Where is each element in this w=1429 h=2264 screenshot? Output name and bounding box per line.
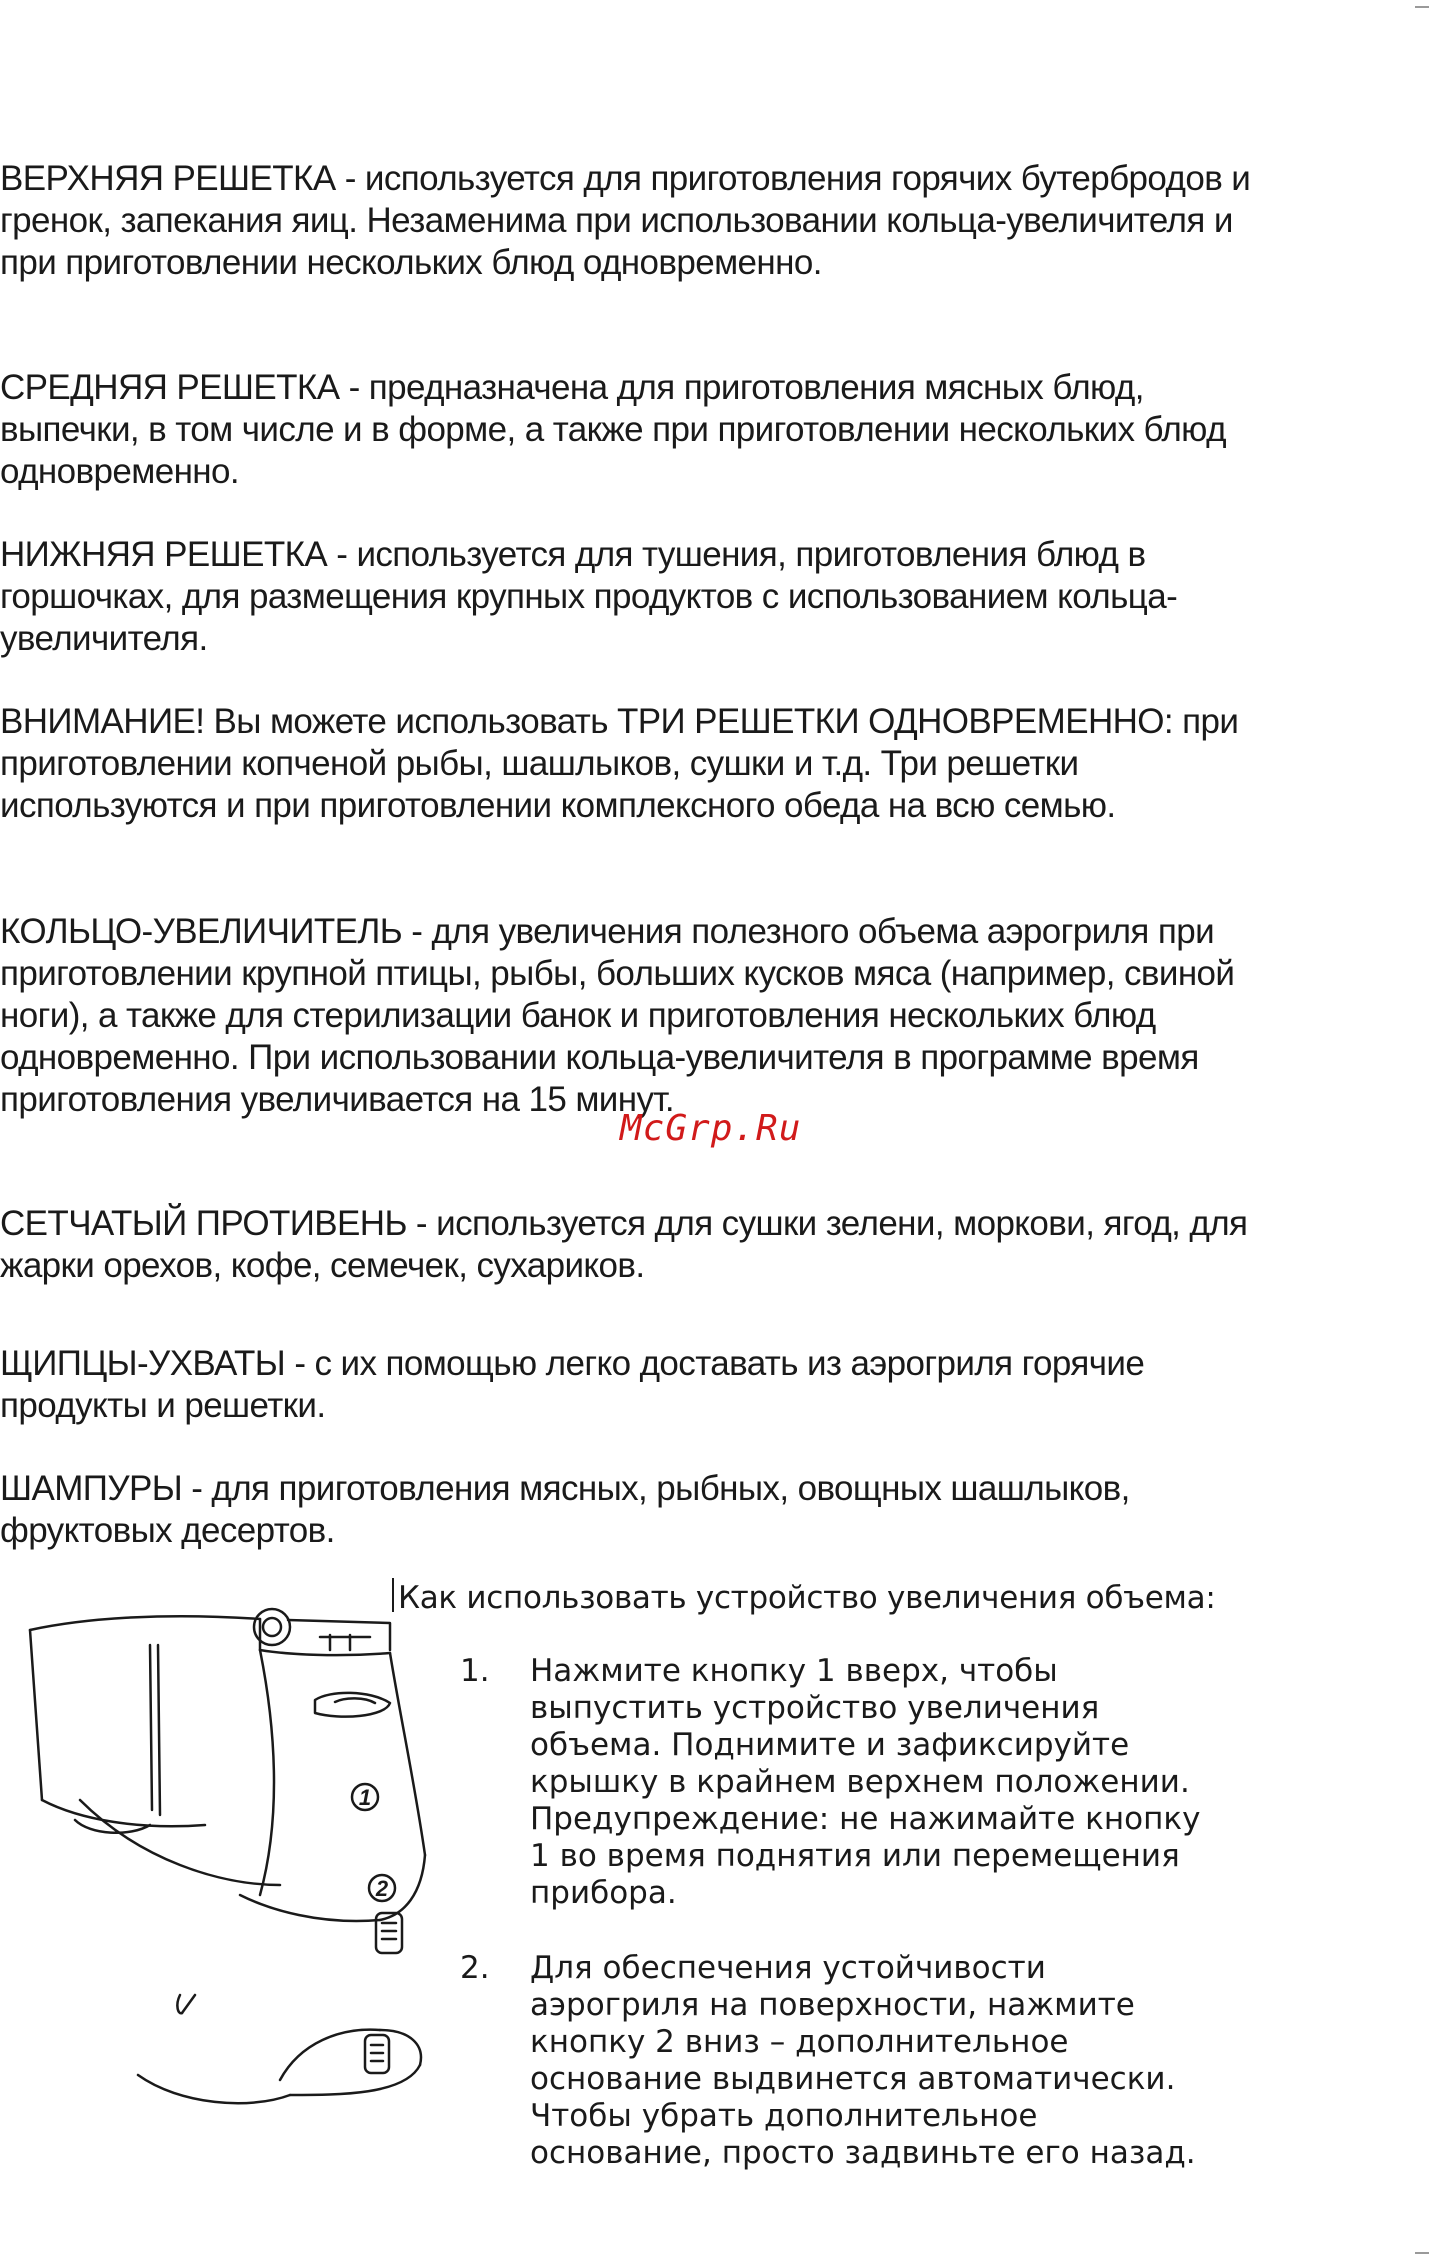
desc-extender-ring: - для увеличения полезного объема аэрогриля при приготовлении крупной птицы, рыбы, больших кусков мяса (например, свиной ноги), а также для стерилизации банок и приготовления нескольких блюд одновременно. При использовании кольца-увеличителя в программе время приготовления увеличивается на 15 минут.	[0, 912, 1235, 1119]
step-number: 1.	[460, 1653, 490, 1689]
airgrill-illustration	[20, 1575, 430, 2115]
term-middle-rack: СРЕДНЯЯ РЕШЕТКА	[0, 368, 340, 407]
step-text: Для обеспечения устойчивости аэрогриля на поверхности, нажмите кнопку 2 вниз – дополнительное основание выдвинется автоматически. Чтобы убрать дополнительное основание, просто задвиньте его назад.	[530, 1950, 1196, 2171]
step-number: 2.	[460, 1950, 490, 1986]
page-edge-mark	[1415, 6, 1429, 8]
term-tongs: ЩИПЦЫ-УХВАТЫ	[0, 1344, 286, 1383]
term-attention: ВНИМАНИЕ!	[0, 702, 205, 741]
howto-step-1	[460, 1653, 1220, 1913]
paragraph-attention	[0, 701, 1290, 827]
howto-step-2	[460, 1950, 1220, 2190]
paragraph-upper-rack	[0, 158, 1290, 284]
step-text: Нажмите кнопку 1 вверх, чтобы выпустить устройство увеличения объема. Поднимите и зафиксируйте крышку в крайнем верхнем положении. Предупреждение: не нажимайте кнопку 1 во время поднятия или перемещения прибора.	[530, 1653, 1201, 1911]
desc-upper-rack: - используется для приготовления горячих бутербродов и гренок, запекания яиц. Незаменима при использовании кольца-увеличителя и при приготовлении нескольких блюд одновременно.	[0, 159, 1251, 282]
desc-mesh-tray: - используется для сушки зелени, моркови, ягод, для жарки орехов, кофе, семечек, сухариков.	[0, 1204, 1248, 1285]
button-2-label: 2	[375, 1876, 389, 1901]
desc-tongs: - с их помощью легко доставать из аэрогриля горячие продукты и решетки.	[0, 1344, 1145, 1425]
term-lower-rack: НИЖНЯЯ РЕШЕТКА	[0, 535, 328, 574]
paragraph-mesh-tray	[0, 1203, 1290, 1287]
term-upper-rack: ВЕРХНЯЯ РЕШЕТКА	[0, 159, 336, 198]
howto-title: Как использовать устройство увеличения объема:	[398, 1580, 1216, 1616]
paragraph-tongs	[0, 1343, 1290, 1427]
paragraph-skewers	[0, 1468, 1290, 1552]
button-1-label: 1	[358, 1785, 372, 1810]
paragraph-lower-rack	[0, 534, 1290, 660]
desc-middle-rack: - предназначена для приготовления мясных блюд, выпечки, в том числе и в форме, а также при приготовлении нескольких блюд одновременно.	[0, 368, 1226, 491]
term-skewers: ШАМПУРЫ	[0, 1469, 183, 1508]
paragraph-middle-rack	[0, 367, 1290, 493]
term-extender-ring: КОЛЬЦО-УВЕЛИЧИТЕЛЬ	[0, 912, 403, 951]
paragraph-extender-ring	[0, 911, 1290, 1121]
page-edge-mark	[1415, 2252, 1429, 2254]
desc-attention: Вы можете использовать ТРИ РЕШЕТКИ ОДНОВРЕМЕННО: при приготовлении копченой рыбы, шашлыков, сушки и т.д. Три решетки используются и при приготовлении комплексного обеда на всю семью.	[0, 702, 1239, 825]
desc-lower-rack: - используется для тушения, приготовления блюд в горшочках, для размещения крупных продуктов с использованием кольца-увеличителя.	[0, 535, 1178, 658]
watermark-text: McGrp.Ru	[620, 1108, 802, 1149]
howto-divider	[392, 1578, 394, 1612]
term-mesh-tray: СЕТЧАТЫЙ ПРОТИВЕНЬ	[0, 1204, 407, 1243]
desc-skewers: - для приготовления мясных, рыбных, овощных шашлыков, фруктовых десертов.	[0, 1469, 1130, 1550]
